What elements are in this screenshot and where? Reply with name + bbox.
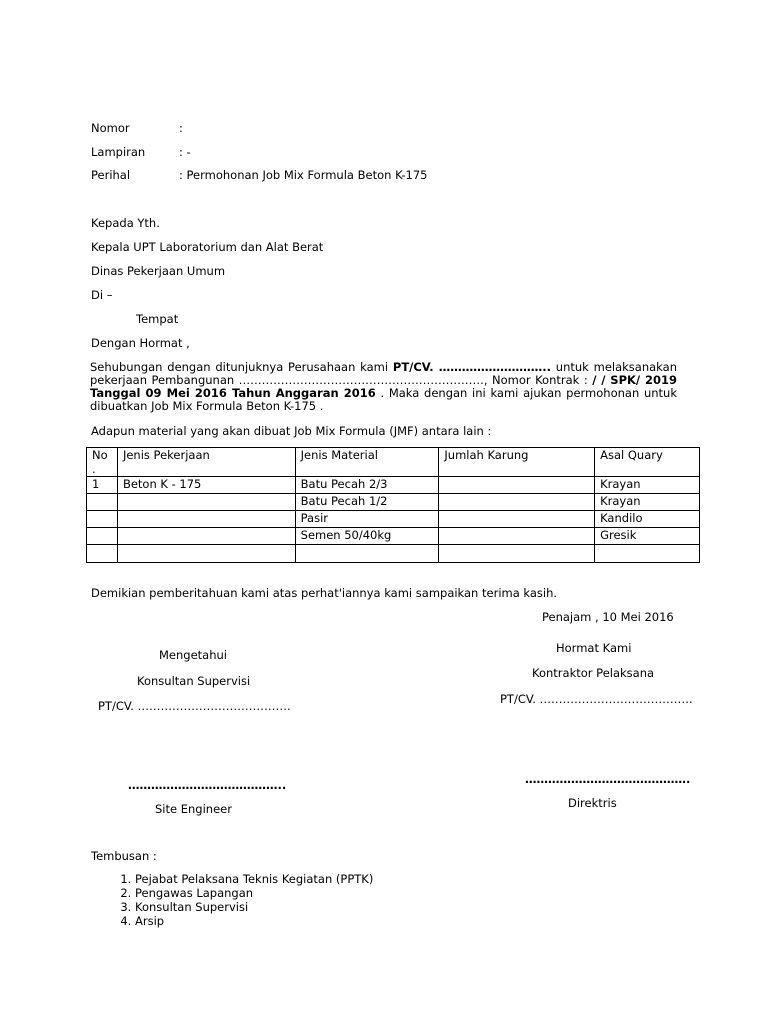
material-table	[86, 447, 700, 563]
right-sign-title: Direktris	[568, 796, 617, 810]
right-sign-line-1: Hormat Kami	[556, 641, 632, 655]
table-row	[87, 511, 700, 528]
header-no: No .	[87, 448, 118, 477]
table-header-row	[87, 448, 700, 477]
header-jumlah-karung: Jumlah Karung	[439, 448, 595, 477]
cell: Kandilo	[595, 511, 700, 528]
cc-list	[92, 872, 373, 928]
cell: Beton K - 175	[117, 477, 295, 494]
place-date: Penajam , 10 Mei 2016	[542, 610, 674, 624]
right-sign-line-2: Kontraktor Pelaksana	[532, 666, 655, 680]
cell	[295, 545, 439, 563]
cell	[439, 477, 595, 494]
nomor-label: Nomor	[91, 121, 130, 135]
table-row	[87, 545, 700, 563]
cell	[117, 511, 295, 528]
header-jenis-pekerjaan: Jenis Pekerjaan	[117, 448, 295, 477]
header-jenis-material: Jenis Material	[295, 448, 439, 477]
cell	[439, 494, 595, 511]
table-row	[87, 477, 700, 494]
nomor-value: :	[179, 121, 183, 135]
cell	[87, 528, 118, 545]
cell	[87, 511, 118, 528]
right-sign-dots: …………………………………….	[525, 772, 691, 786]
recipient-place: Tempat	[136, 312, 179, 326]
cell: Batu Pecah 1/2	[295, 494, 439, 511]
lampiran-label: Lampiran	[91, 145, 146, 159]
recipient-line-2: Kepala UPT Laboratorium dan Alat Berat	[91, 240, 324, 254]
cell	[595, 545, 700, 563]
cell	[439, 511, 595, 528]
cell	[87, 545, 118, 563]
list-item: 3. Konsultan Supervisi	[135, 900, 373, 914]
recipient-line-4: Di –	[91, 288, 113, 302]
recipient-line-3: Dinas Pekerjaan Umum	[91, 264, 226, 278]
cell	[439, 528, 595, 545]
perihal-label: Perihal	[91, 168, 131, 182]
left-sign-dots: …………………………………..	[128, 778, 287, 792]
cell: Gresik	[595, 528, 700, 545]
body-paragraph: Sehubungan dengan ditunjuknya Perusahaan kami PT/CV. ……………………….. untuk melaksanakan pekerjaan Pembangunan ………………………………………………………., Nomor Kontrak : / / SPK/ 2019 Tanggal 09 Mei 2016 Tahun Anggaran 2016 . Maka dengan ini kami ajukan permohonan untuk dibuatkan Job Mix Formula Beton K-175 .	[90, 360, 677, 413]
header-asal-quary: Asal Quary	[595, 448, 700, 477]
list-item: 2. Pengawas Lapangan	[135, 886, 373, 900]
closing-text: Demikian pemberitahuan kami atas perhat'iannya kami sampaikan terima kasih.	[91, 586, 558, 600]
table-row	[87, 528, 700, 545]
cell	[117, 545, 295, 563]
material-intro: Adapun material yang akan dibuat Job Mix Formula (JMF) antara lain :	[91, 424, 492, 438]
perihal-value: : Permohonan Job Mix Formula Beton K-175	[179, 168, 428, 182]
left-sign-line-1: Mengetahui	[159, 648, 227, 662]
cell: 1	[87, 477, 118, 494]
greeting: Dengan Hormat ,	[91, 336, 190, 350]
right-sign-company: PT/CV. ………………………………….	[500, 692, 693, 706]
table-row	[87, 494, 700, 511]
recipient-line-1: Kepada Yth.	[91, 216, 160, 230]
cell	[87, 494, 118, 511]
list-item: 1. Pejabat Pelaksana Teknis Kegiatan (PPTK)	[135, 872, 373, 886]
cell: Krayan	[595, 494, 700, 511]
left-sign-title: Site Engineer	[155, 802, 232, 816]
cell	[117, 494, 295, 511]
cell	[439, 545, 595, 563]
left-sign-line-2: Konsultan Supervisi	[137, 674, 251, 688]
cc-label: Tembusan :	[91, 849, 157, 863]
list-item: 4. Arsip	[135, 914, 373, 928]
lampiran-value: : -	[179, 145, 191, 159]
cell: Semen 50/40kg	[295, 528, 439, 545]
cell: Batu Pecah 2/3	[295, 477, 439, 494]
cell: Pasir	[295, 511, 439, 528]
cell: Krayan	[595, 477, 700, 494]
cell	[117, 528, 295, 545]
left-sign-company: PT/CV. ………………………………….	[98, 699, 291, 713]
